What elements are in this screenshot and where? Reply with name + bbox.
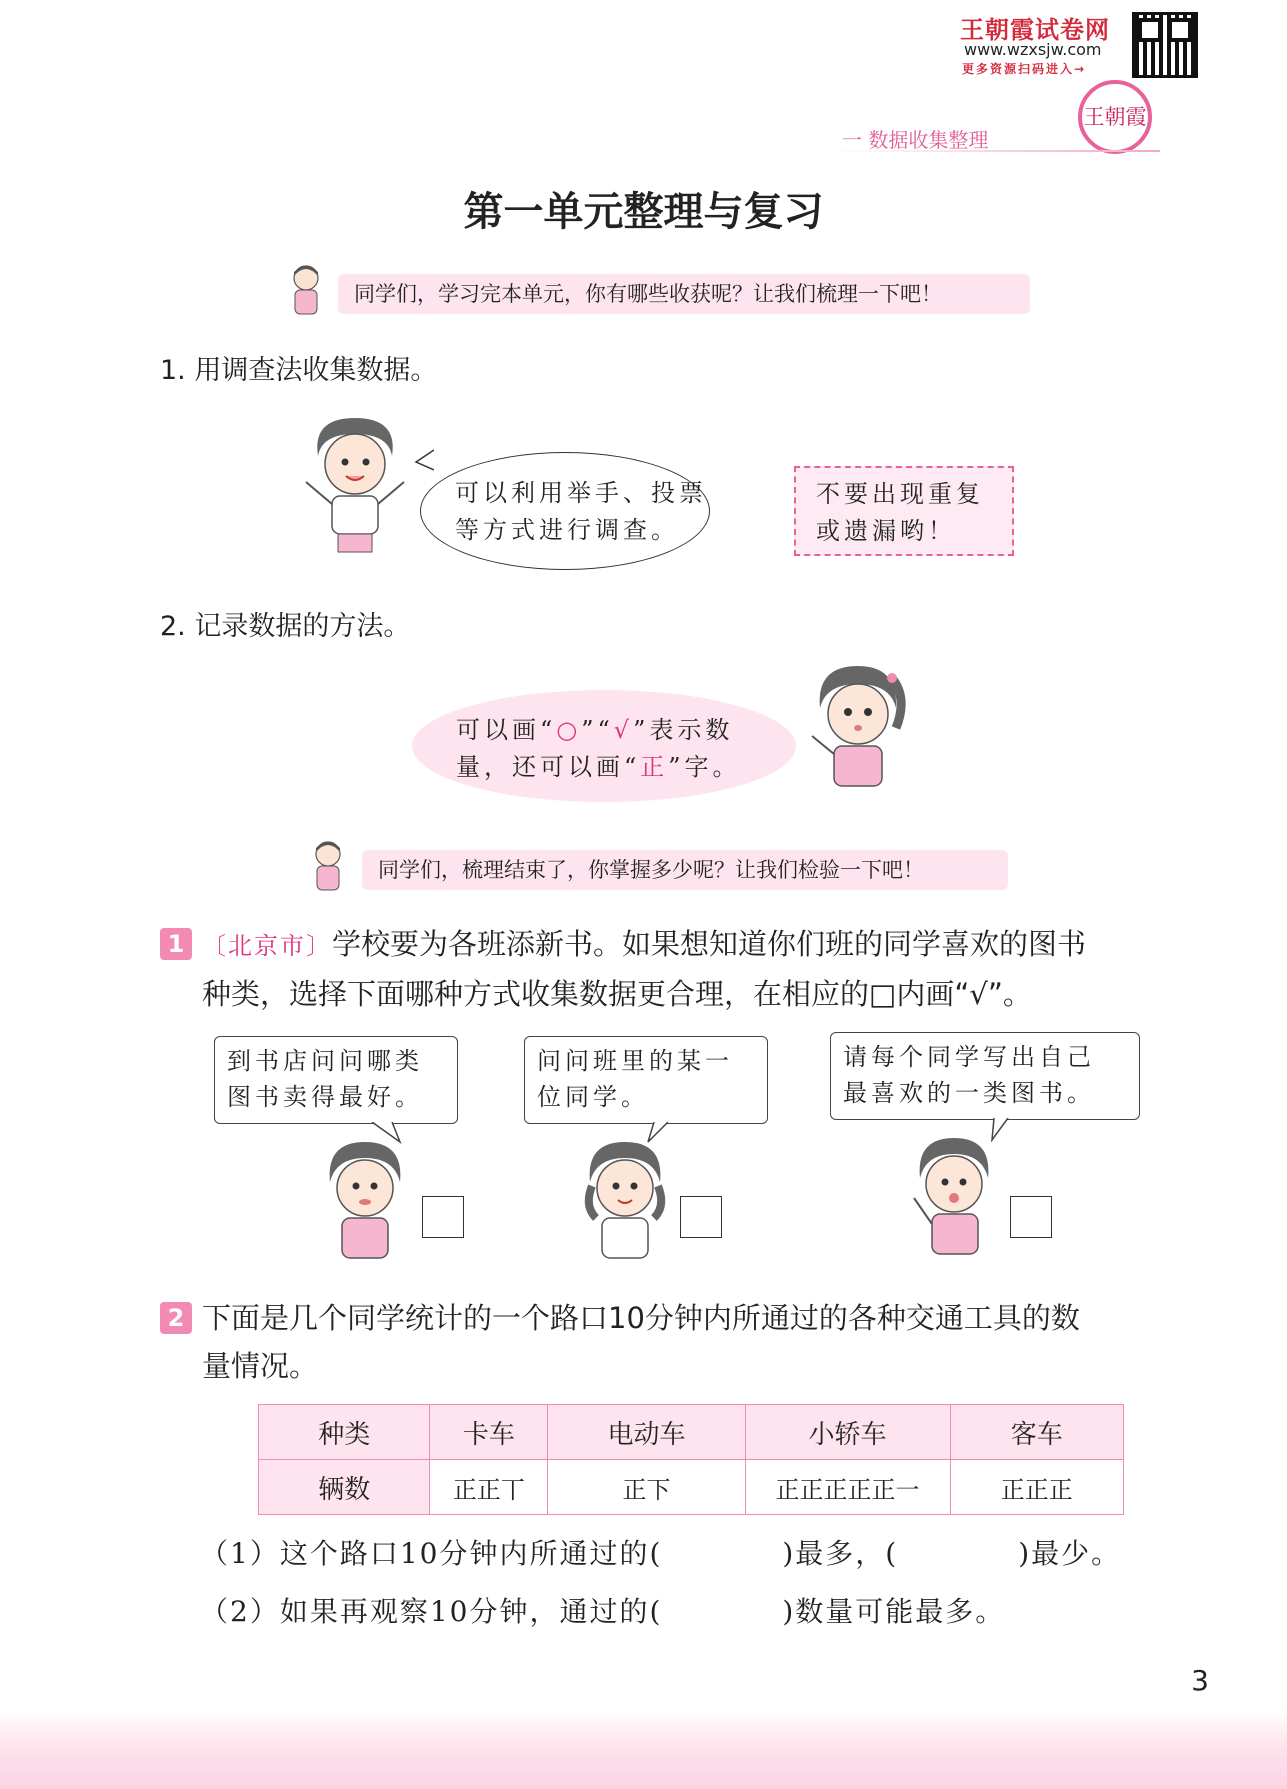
table-cell: 辆数 (259, 1460, 430, 1515)
option-line: 图书卖得最好。 (227, 1083, 423, 1111)
zheng-mark: 正 (640, 753, 669, 781)
region-tag: 〔北京市〕 (202, 932, 332, 960)
brand-name: 王朝霞试卷网 (960, 16, 1110, 44)
table-cell: 小轿车 (745, 1405, 950, 1460)
option-2-checkbox[interactable] (680, 1196, 722, 1238)
question-1-line1: 学校要为各班添新书。如果想知道你们班的同学喜欢的图书 (332, 927, 1087, 961)
circle-mark: ○ (556, 716, 582, 744)
table-row (259, 1460, 1124, 1515)
point2-heading: 2. 记录数据的方法。 (160, 611, 411, 642)
brand-url: www.wzxsjw.com (964, 40, 1102, 59)
text-fragment: 量，还可以画“ (456, 753, 641, 781)
speech-bubble-survey (420, 452, 710, 570)
option-line: 到书店问问哪类 (227, 1047, 423, 1075)
section-label: 一 数据收集整理 (842, 128, 989, 152)
traffic-tally-table (258, 1404, 1124, 1515)
table-cell: 卡车 (430, 1405, 548, 1460)
table-cell: 正正正 (950, 1460, 1123, 1515)
check-banner: 同学们，梳理结束了，你掌握多少呢？让我们检验一下吧！ (362, 850, 1008, 890)
table-cell: 正正丅 (430, 1460, 548, 1515)
teacher-avatar-icon (284, 262, 328, 318)
note-line: 或遗漏哟！ (816, 517, 956, 545)
question-2-badge: 2 (160, 1302, 192, 1334)
bubble-line: 等方式进行调查。 (455, 516, 679, 544)
question-2-line2: 量情况。 (202, 1349, 319, 1383)
table-row (259, 1405, 1124, 1460)
recording-method-text (456, 712, 741, 786)
bubble-tail-icon (414, 446, 434, 476)
girl-illustration-icon (800, 658, 910, 790)
reminder-note (794, 466, 1014, 556)
option-line: 请每个同学写出自己 (843, 1043, 1095, 1071)
option-1-checkbox[interactable] (422, 1196, 464, 1238)
question-1-text (202, 920, 1172, 1018)
footer-band (0, 1710, 1287, 1789)
page-title: 第一单元整理与复习 (463, 189, 824, 235)
text-fragment: ”表示数 (633, 716, 734, 744)
question-2-text (202, 1294, 1182, 1390)
brand-seal-icon: 王朝霞 (1078, 80, 1152, 154)
student-avatar-icon (306, 838, 350, 894)
qr-code-icon (1132, 12, 1198, 78)
option-2-bubble (524, 1036, 768, 1124)
review-banner: 同学们，学习完本单元，你有哪些收获呢？让我们梳理一下吧！ (338, 274, 1030, 314)
note-line: 不要出现重复 (816, 480, 984, 508)
question-1-line2: 种类，选择下面哪种方式收集数据更合理，在相应的□内画“√”。 (202, 977, 1032, 1011)
table-cell: 种类 (259, 1405, 430, 1460)
bubble-line: 可以利用举手、投票 (455, 479, 707, 507)
check-mark: √ (613, 716, 634, 744)
girl-with-pigtails-icon (582, 1136, 668, 1264)
question-2-line1: 下面是几个同学统计的一个路口10分钟内所通过的各种交通工具的数 (202, 1301, 1080, 1335)
table-cell: 电动车 (548, 1405, 745, 1460)
option-line: 最喜欢的一类图书。 (843, 1079, 1095, 1107)
page-number: 3 (1191, 1664, 1209, 1697)
option-line: 问问班里的某一 (537, 1047, 733, 1075)
brand-subtitle: 更多资源扫码进入→ (962, 62, 1087, 76)
table-cell: 客车 (950, 1405, 1123, 1460)
option-3-checkbox[interactable] (1010, 1196, 1052, 1238)
option-line: 位同学。 (537, 1083, 649, 1111)
point1-heading: 1. 用调查法收集数据。 (160, 355, 438, 386)
table-cell: 正正正正正一 (745, 1460, 950, 1515)
boy-illustration-icon (300, 412, 410, 554)
question-1-badge: 1 (160, 928, 192, 960)
option-3-bubble (830, 1032, 1140, 1120)
boy-pointing-icon (908, 1132, 998, 1264)
text-fragment: ”字。 (668, 753, 741, 781)
sub-question-1[interactable]: （1）这个路口10分钟内所通过的( )最多，( )最少。 (200, 1537, 1122, 1570)
sub-question-2[interactable]: （2）如果再观察10分钟，通过的( )数量可能最多。 (200, 1595, 1006, 1628)
girl-with-backpack-icon (322, 1136, 408, 1264)
option-1-bubble (214, 1036, 458, 1124)
text-fragment: ”“ (581, 716, 614, 744)
table-cell: 正下 (548, 1460, 745, 1515)
text-fragment: 可以画“ (456, 716, 557, 744)
